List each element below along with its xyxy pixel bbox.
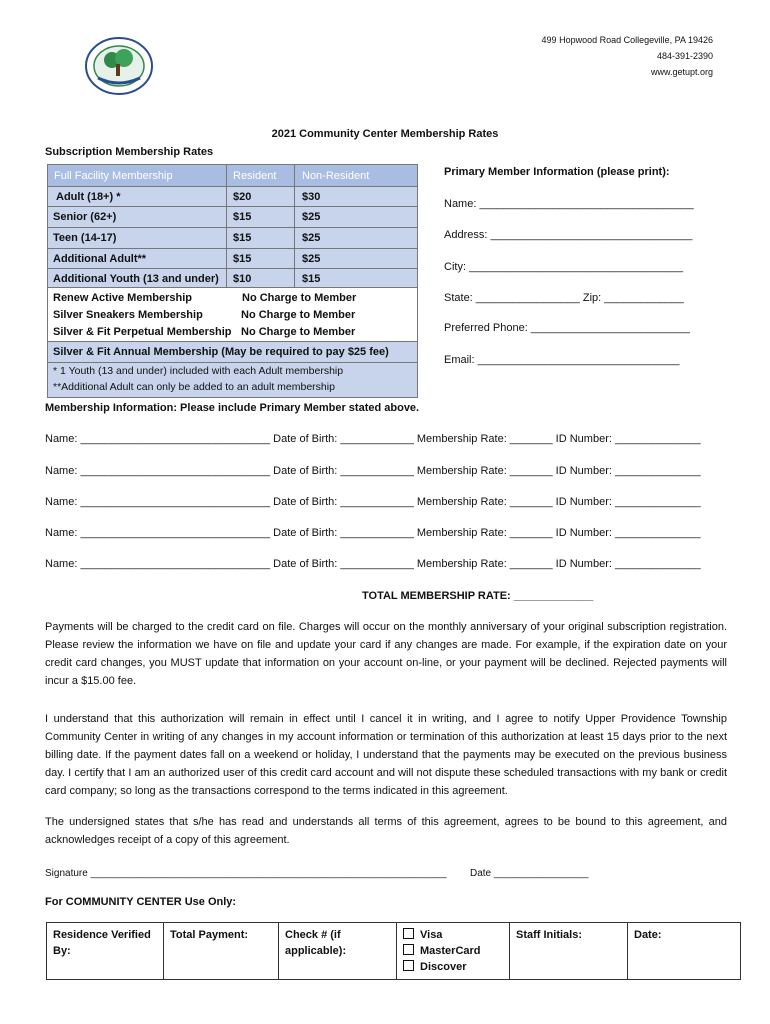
member-row[interactable]: Name: _______________________________ Date of Birth: ____________ Membership Rate: _______ ID Number: ______________	[45, 496, 701, 508]
rate-resident-additional-adult: $15	[233, 253, 252, 265]
rate-resident-teen: $15	[233, 232, 252, 244]
free-value-renew-active: No Charge to Member	[242, 292, 357, 304]
visa-option[interactable]: Visa	[403, 927, 503, 943]
free-label-silver-fit-perpetual: Silver & Fit Perpetual Membership	[53, 326, 232, 338]
rate-label-additional-youth: Additional Youth (13 and under)	[53, 273, 219, 285]
signature-date-line[interactable]: Date _________________	[470, 868, 589, 879]
rate-label-adult: Adult (18+) *	[56, 191, 121, 203]
membership-rates-table	[47, 164, 418, 398]
rate-resident-additional-youth: $10	[233, 273, 252, 285]
rate-nonresident-senior: $25	[302, 211, 321, 223]
primary-city-field[interactable]: City: ___________________________________	[444, 261, 684, 273]
free-label-silver-sneakers: Silver Sneakers Membership	[53, 309, 203, 321]
mastercard-checkbox[interactable]	[403, 944, 414, 955]
residence-verified-cell: Residence Verified By:	[47, 923, 164, 980]
rate-nonresident-adult: $30	[302, 191, 321, 203]
office-use-label: For COMMUNITY CENTER Use Only:	[45, 896, 237, 908]
visa-checkbox[interactable]	[403, 928, 414, 939]
header-website[interactable]: www.getupt.org	[650, 67, 713, 77]
check-number-cell: Check # (if applicable):	[279, 923, 397, 980]
member-row[interactable]: Name: _______________________________ Date of Birth: ____________ Membership Rate: _______ ID Number: ______________	[45, 465, 701, 477]
acknowledgement-paragraph: The undersigned states that s/he has read and understands all terms of this agreement, agrees to be bound to this agreement, and acknowledges receipt of a copy of this agreement.	[45, 816, 727, 846]
header-phone: 484-391-2390	[656, 51, 713, 61]
header-full-facility: Full Facility Membership	[54, 170, 173, 182]
membership-info-label: Membership Information: Please include Primary Member stated above.	[45, 402, 420, 414]
date-cell: Date:	[628, 923, 741, 980]
rates-note-youth: * 1 Youth (13 and under) included with each Adult membership	[53, 365, 344, 377]
primary-name-field[interactable]: Name: ___________________________________	[444, 198, 694, 210]
discover-option[interactable]: Discover	[403, 959, 503, 975]
rate-nonresident-additional-adult: $25	[302, 253, 321, 265]
mastercard-option[interactable]: MasterCard	[403, 943, 503, 959]
member-row[interactable]: Name: _______________________________ Date of Birth: ____________ Membership Rate: _______ ID Number: ______________	[45, 558, 701, 570]
subscription-rates-label: Subscription Membership Rates	[45, 146, 214, 158]
rate-nonresident-additional-youth: $15	[302, 273, 321, 285]
rate-nonresident-teen: $25	[302, 232, 321, 244]
primary-state-zip-field[interactable]: State: _________________ Zip: _____________	[444, 292, 684, 304]
primary-address-field[interactable]: Address: _________________________________	[444, 229, 693, 241]
member-row[interactable]: Name: _______________________________ Date of Birth: ____________ Membership Rate: _______ ID Number: ______________	[45, 433, 701, 445]
free-value-silver-fit-perpetual: No Charge to Member	[241, 326, 356, 338]
staff-initials-cell: Staff Initials:	[510, 923, 628, 980]
header-non-resident: Non-Resident	[302, 170, 370, 182]
rate-label-teen: Teen (14-17)	[53, 232, 117, 244]
discover-checkbox[interactable]	[403, 960, 414, 971]
member-row[interactable]: Name: _______________________________ Date of Birth: ____________ Membership Rate: _______ ID Number: ______________	[45, 527, 701, 539]
document-title: 2021 Community Center Membership Rates	[271, 128, 499, 140]
free-label-renew-active: Renew Active Membership	[53, 292, 192, 304]
primary-member-title: Primary Member Information (please print):	[444, 166, 670, 178]
authorization-paragraph: I understand that this authorization will remain in effect until I cancel it in writing, and I agree to notify Upper Providence Township Community Center in writing of any changes in my account information or termination of this authorization at least 15 days prior to the next billing date. If the payment dates fall on a weekend or holiday, I understand that the payments may be executed on the previous business day. I certify that I am an authorized user of this credit card account and will not dispute these scheduled transactions with my bank or credit card company; so long as the transactions correspond to the terms indicated in this agreement.	[45, 713, 727, 797]
rate-label-additional-adult: Additional Adult**	[53, 253, 147, 265]
rate-label-senior: Senior (62+)	[53, 211, 117, 223]
rate-resident-senior: $15	[233, 211, 252, 223]
rates-note-additional-adult: **Additional Adult can only be added to an adult membership	[53, 381, 335, 393]
township-seal-logo	[84, 36, 154, 96]
primary-email-field[interactable]: Email: _________________________________	[444, 354, 680, 366]
header-address: 499 Hopwood Road Collegeville, PA 19426	[541, 35, 713, 45]
header-resident: Resident	[233, 170, 277, 182]
office-use-table	[46, 922, 741, 980]
payment-terms-paragraph: Payments will be charged to the credit card on file. Charges will occur on the monthly anniversary of your original subscription registration. Please review the information we have on file and update your card if any changes are made. For example, if the expiration date on your credit card changes, you MUST update that information on your account on-line, or your payment will be declined. Rejected payments will incur a $15.00 fee.	[45, 621, 727, 687]
annual-membership-row: Silver & Fit Annual Membership (May be required to pay $25 fee)	[53, 346, 389, 358]
free-value-silver-sneakers: No Charge to Member	[241, 309, 356, 321]
signature-line[interactable]: Signature ________________________________________________________________	[45, 868, 447, 879]
total-payment-cell: Total Payment:	[164, 923, 279, 980]
primary-phone-field[interactable]: Preferred Phone: __________________________	[444, 322, 690, 334]
total-membership-rate[interactable]: TOTAL MEMBERSHIP RATE: _____________	[362, 590, 594, 602]
card-type-cell	[397, 923, 510, 980]
rate-resident-adult: $20	[233, 191, 252, 203]
